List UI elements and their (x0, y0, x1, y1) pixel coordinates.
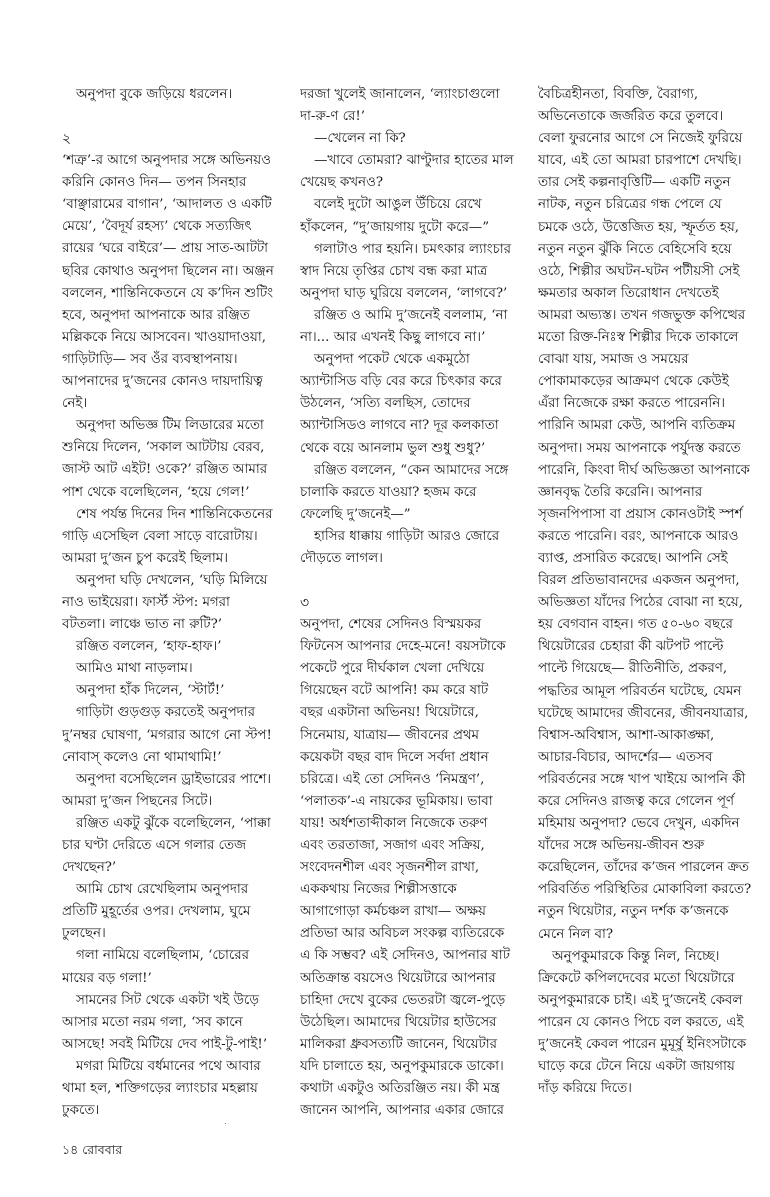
paragraph: অনুপদা পকেট থেকে একমুঠো অ্যান্টাসিড বড়ি বের করে চিৎকার করে উঠলেন, ‘সত্যি বলছিস, তোদের অ্যান্টাসিডও লাগবে না? দূর কলকাতা থেকে বয়ে আনলাম ভুল শুধু শুধু?’ (300, 352, 502, 456)
section-number (538, 1122, 752, 1124)
column-right (538, 84, 752, 1124)
paragraph: শেষ পর্যন্ত দিনের দিন শান্তিনিকেতনের গাড়ি এসেছিল বেলা সাড়ে বারোটায়। আমরা দু’জন চুপ করেই ছিলাম। (62, 506, 273, 566)
paragraph: গাড়িটা গুড়গুড় করতেই অনুপদার দু’নম্বর ঘোষণা, ‘মগরার আগে নো স্টপ! নোবাস্ কলেও নো থামাথামি!’ (62, 705, 272, 765)
paragraph: অনুপদা অভিজ্ঞ টিম লিডারের মতো শুনিয়ে দিলেন, ‘সকাল আটটায় বেরব, জাস্ট আট এইট! ওকে?’ রঞ্জিত আমার পাশ থেকে বলেছিলেন, ‘হয়ে গেল!’ (62, 418, 268, 500)
paragraph: রঞ্জিত বললেন, ‘হাফ-হাফ।’ (76, 639, 222, 655)
section-spacer (300, 570, 514, 592)
paragraph: সামনের সিট থেকে একটা খই উড়ে আসার মতো নরম গলা, ‘সব কানে আসছে! সবই মিটিয়ে দেব পাই-টু-পাই!’ (62, 992, 268, 1052)
paragraph: আমি চোখ রেখেছিলাম অনুপদার প্রতিটি মুহূর্তের ওপর। দেখলাম, ঘুমে ঢুলছেন। (62, 882, 251, 942)
paragraph: ‘শত্রু’-র আগে অনুপদার সঙ্গে অভিনয়ও করিনি কোনও দিন— তপন সিনহার ‘বাঞ্ছারামের বাগান’, ‘আদালত ও একটি মেয়ে’, ‘বৈদূর্য রহস্য’ থেকে সত্যজিৎ রায়ের ‘ঘরে বাইরে’— প্রায় সাত-আটটা ছবির কোথাও অনুপদা ছিলেন না। অঞ্জন বললেন, শান্তিনিকেতনে যে ক’দিন শুটিং হবে, অনুপদা আপনাকে আর রঞ্জিত মল্লিককে নিয়ে আসবেন। খাওয়াদাওয়া, গাড়িটাড়ি— সব ওঁর ব্যবস্থাপনায়। আপনাদের দু’জনের কোনও দায়দায়িত্ব নেই। (62, 153, 274, 412)
section-number: ২ (62, 131, 72, 148)
section-spacer (538, 1100, 752, 1122)
section-spacer (62, 106, 276, 128)
paragraph: —খাবে তোমরা? ঝাণ্টুদার হাতের মাল খেয়েছ কখনও? (300, 153, 514, 191)
paragraph: অনুপদা বুকে জড়িয়ে ধরলেন। (76, 87, 233, 102)
paragraph (62, 1122, 276, 1124)
paragraph: রঞ্জিত একটু ঝুঁকে বলেছিলেন, ‘পাক্কা চার ঘণ্টা দেরিতে এসে গলার তেজ দেখছেন?’ (62, 815, 271, 876)
page-footer: ১৪ রোববার (62, 1142, 123, 1157)
paragraph: বলেই দুটো আঙুল উঁচিয়ে রেখে হাঁকলেন, “দু’জায়গায় দুটো করে—” (300, 197, 490, 235)
paragraph: রঞ্জিত বললেন, “কেন আমাদের সঙ্গে চালাকি করতে যাওয়া? হজম করে ফেলেছি দু’জনেই—” (300, 462, 509, 522)
paragraph: বৈচিত্রহীনতা, বিবক্তি, বৈরাগ্য, অভিনেতাকে জর্জরিত করে তুলবে। বেলা ফুরনোর আগে সে নিজেই ফুরিয়ে যাবে, এই তো আমরা চারপাশে দেখছি। তার সেই কল্পনাবৃত্তিটি— একটি নতুন নাটক, নতুন চরিত্রের গন্ধ পেলে যে চমকে ওঠে, উত্তেজিত হয়, স্ফূর্তত হয়, নতুন নতুন ঝুঁকি নিতে বেহিসেবি হয়ে ওঠে, শিল্পীর অঘটন-ঘটন পটীয়সী সেই ক্ষমতার অকাল তিরোধান দেখতেই আমরা অভ্যস্ত। তখন গজভুক্ত কপিত্থের মতো রিক্ত-নিঃস্ব শিল্পীর দিকে তাকালে বোঝা যায়, সমাজ ও সময়ের পোকামাকড়ের আক্রমণ থেকে কেউই এঁরা নিজেকে রক্ষা করতে পারেননি। পারিনি আমরা কেউ, আপনি ব্যতিক্রম অনুপদা। সময় আপনাকে পর্যুদস্ত করতে পারেনি, কিংবা দীর্ঘ অভিজ্ঞতা আপনাকে জ্ঞানবৃদ্ধ তৈরি করেনি। আপনার সৃজনপিপাসা বা প্রয়াস কোনওটাই স্পর্শ করতে পারেনি। বরং, আপনাকে আরও ব্যাপ্ত, প্রসারিত করেছে। আপনি সেই বিরল প্রতিভাবানদের একজন অনুপদা, অভিজ্ঞতা যাঁদের পিঠের বোঝা না হয়ে, হয় বেগবান বাহন। গত ৫০-৬০ বছরে থিয়েটারের চেহারা কী ঝটপট পাল্টে পাল্টে গিয়েছে— রীতিনীতি, প্রকরণ, পদ্ধতির আমূল পরিবর্তন ঘটেছে, যেমন ঘটেছে আমাদের জীবনের, জীবনযাত্রার, বিশ্বাস-অবিশ্বাস, আশা-আকাঙ্ক্ষা, আচার-বিচার, আদর্শের— এতসব পরিবর্তনের সঙ্গে খাপ খাইয়ে আপনি কী করে সেদিনও রাজত্ব করে গেলেন পূর্ণ মহিমায় অনুপদা? ভেবে দেখুন, একদিন যাঁদের সঙ্গে অভিনয়-জীবন শুরু করেছিলেন, তাঁদের ক’জন পারলেন ক্রত পরিবর্তিত পরিস্থিতির মোকাবিলা করতে? নতুন থিয়েটার, নতুন দর্শক ক’জনকে মেনে নিল বা? (538, 87, 752, 942)
article-columns (62, 84, 752, 1124)
paragraph: গলা নামিয়ে বলেছিলাম, ‘চোরের মায়ের বড় গলা!’ (62, 948, 250, 986)
paragraph: অনুপদা বসেছিলেন ড্রাইভারের পাশে। আমরা দু’জন পিছনের সিটে। (62, 771, 272, 809)
column-left (62, 84, 276, 1124)
paragraph: রঞ্জিত ও আমি দু’জনেই বললাম, ‘না না।... আর এখনই কিছু লাগবে না।’ (300, 307, 508, 346)
section-number: ৩ (300, 595, 310, 612)
paragraph: অনুপদা হাঁক দিলেন, ‘স্টার্ট!’ (76, 683, 225, 699)
paragraph: মগরা মিটিয়ে বর্ধমানের পথে আবার থামা হল, শক্তিগড়ের ল্যাংচার মহল্লায় ঢুকতে। (62, 1058, 261, 1119)
paragraph: অনুপদা, শেষের সেদিনও বিস্ময়কর ফিটনেস আপনার দেহে-মনে! বয়সটাকে পকেটে পুরে দীর্ঘকাল খেলা দেখিয়ে গিয়েছেন বটে আপনি! কম করে ষাট বছর একটানা অভিনয়! থিয়েটারে, সিনেমায়, যাত্রায়— জীবনের প্রথম কয়েকটা বছর বাদ দিলে সর্বদা প্রধান চরিত্রে। এই তো সেদিনও ‘নিমন্ত্রণ’, ‘পলাতক’-এ নায়কের ভূমিকায়। ভাবা যায়! অর্ধশতাব্দীকাল নিজেকে তরুণ এবং তরতাজা, সজাগ এবং সক্রিয়, সংবেদনশীল এবং সৃজনশীল রাখা, এককথায় নিজের শিল্পীসত্তাকে আগাগোড়া কর্মচঞ্চল রাখা— অক্ষয় প্রতিভা আর অবিচল সংকল্প ব্যতিরেকে এ কি সম্ভব? এই সেদিনও, আপনার ষাট অতিক্রান্ত বয়সেও থিয়েটারে আপনার চাহিদা দেখে বুকের ভেতরটা জ্বলে-পুড়ে উঠেছিল। আমাদের থিয়েটার হাউসের মালিকরা ধ্রুবসত্যটি জানেন, থিয়েটার যদি চালাতে হয়, অনুপকুমারকে ডাকো। কথাটা একটুও অতিরঞ্জিত নয়। কী মন্ত্র জানেন আপনি, আপনার একার জোরে (300, 617, 510, 1119)
paragraph: অনুপদা ঘড়ি দেখলেন, ‘ঘড়ি মিলিয়ে নাও ভাইয়েরা। ফার্স্ট স্টপ: মগরা বটতলা। লাঞ্চে ভাত না রুটি?’ (62, 572, 268, 633)
paragraph: —খেলেন না কি? (314, 131, 406, 147)
paragraph: অনুপকুমারকে কিন্তু নিল, নিচ্ছে। ক্রিকেটে কপিলদেবের মতো থিয়েটারে অনুপকুমারকে চাই। এই দু’জনেই কেবল পারেন যে কোনও পিচে বল করতে, এই দু’জনেই কেবল পারেন মুমূর্ষু ইনিংসটাকে ঘাড়ে করে টেনে নিয়ে একটা জায়গায় দাঁড় করিয়ে দিতে। (538, 948, 747, 1097)
column-middle (300, 84, 514, 1124)
paragraph: হাসির ধাক্কায় গাড়িটা আরও জোরে দৌড়তে লাগল। (300, 528, 500, 566)
paragraph: দরজা খুলেই জানালেন, ‘ল্যাংচাগুলো দা-রু-ণ রে!’ (300, 87, 500, 125)
paragraph: আমিও মাথা নাড়লাম। (76, 661, 193, 677)
paragraph: গলাটাও পার হয়নি। চমৎকার ল্যাংচার স্বাদ নিয়ে তৃপ্তির চোখ বন্ধ করা মাত্র অনুপদা ঘাড় ঘুরিয়ে বললেন, ‘লাগবে?’ (300, 241, 511, 301)
